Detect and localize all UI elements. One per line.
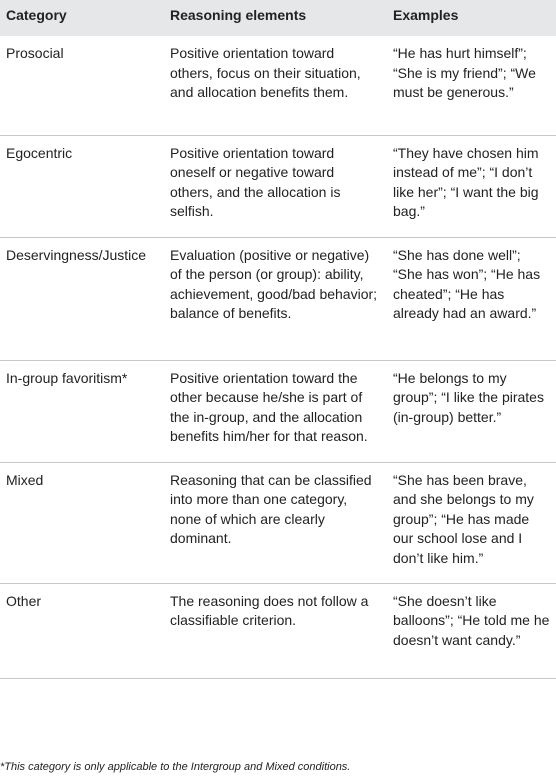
table-row [0,583,556,678]
row-reasoning: The reasoning does not follow a classifiable criterion. [164,583,389,678]
table-row [0,237,556,360]
row-category: Deservingness/Justice [0,237,164,360]
table-row [0,36,556,135]
row-category: In-group favoritism* [0,360,164,462]
row-examples: “He has hurt himself”; “She is my friend”; “We must be generous.” [389,36,556,135]
header-examples: Examples [393,7,459,23]
table-row [0,462,556,583]
row-reasoning: Positive orientation toward oneself or negative toward others, and the allocation is selfish. [164,135,389,237]
row-category: Prosocial [0,36,164,135]
table-header [0,0,556,36]
row-reasoning: Reasoning that can be classified into more than one category, none of which are clearly dominant. [164,462,389,583]
header-row [0,0,556,36]
row-category: Mixed [0,462,164,583]
row-reasoning: Evaluation (positive or negative) of the person (or group): ability, achievement, good/bad behavior; balance of benefits. [164,237,389,360]
row-examples: “He belongs to my group”; “I like the pirates (in-group) better.” [389,360,556,462]
row-reasoning: Positive orientation toward the other because he/she is part of the in-group, and the allocation benefits him/her for that reason. [164,360,389,462]
row-category: Other [0,583,164,678]
table-row [0,135,556,237]
row-category: Egocentric [0,135,164,237]
row-examples: “They have chosen him instead of me”; “I don’t like her”; “I want the big bag.” [389,135,556,237]
table-row [0,360,556,462]
table-body [0,36,556,678]
row-examples: “She has been brave, and she belongs to my group”; “He has made our school lose and I don’t like him.” [389,462,556,583]
row-reasoning: Positive orientation toward others, focus on their situation, and allocation benefits them. [164,36,389,135]
row-examples: “She has done well”; “She has won”; “He has cheated”; “He has already had an award.” [389,237,556,360]
header-reasoning-elements: Reasoning elements [170,7,307,23]
row-examples: “She doesn’t like balloons”; “He told me he doesn’t want candy.” [389,583,556,678]
header-category: Category [6,7,67,23]
table-footnote: *This category is only applicable to the Intergroup and Mixed conditions. [0,761,351,773]
